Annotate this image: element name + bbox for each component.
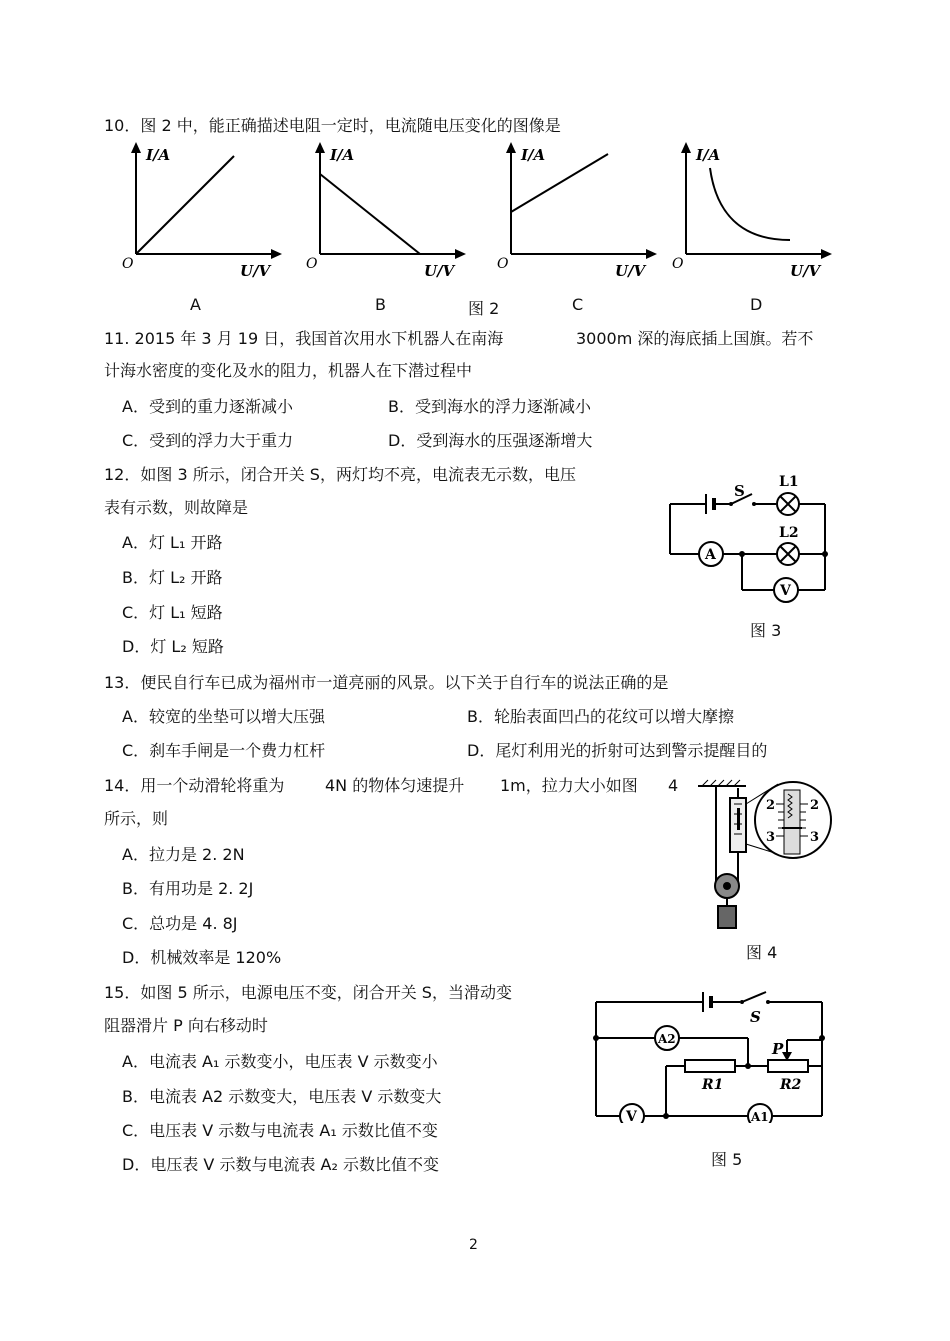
- q15-option-d: D．电压表 V 示数与电流表 A₂ 示数比值不变: [122, 1155, 439, 1174]
- q10-graph-c: [493, 142, 663, 286]
- q14-stem-part4: 4: [668, 776, 679, 795]
- scale-mark: 3: [766, 830, 776, 845]
- q11-stem-line2: 计海水密度的变化及水的阻力，机器人在下潜过程中: [104, 361, 473, 380]
- ammeter-label: A: [705, 547, 716, 563]
- q12-stem-line1: 12．如图 3 所示，闭合开关 S，两灯均不亮，电流表无示数，电压: [104, 465, 576, 484]
- q14-stem-part1: 14．用一个动滑轮将重为: [104, 776, 285, 795]
- q13-stem: 13．便民自行车已成为福州市一道亮丽的风景。以下关于自行车的说法正确的是: [104, 673, 669, 692]
- y-axis-label: I/A: [696, 146, 721, 164]
- figure-5-caption: 图 5: [711, 1150, 743, 1169]
- q13-option-a: A．较宽的坐垫可以增大压强: [122, 707, 325, 726]
- q14-stem-part2: 4N 的物体匀速提升: [325, 776, 465, 795]
- scale-mark: 3: [810, 830, 820, 845]
- q11-option-a: A．受到的重力逐渐减小: [122, 397, 293, 416]
- voltmeter-label: V: [780, 583, 791, 599]
- resistor-r1-icon: [685, 1060, 735, 1072]
- q15-stem-line1: 15．如图 5 所示，电源电压不变，闭合开关 S，当滑动变: [104, 983, 512, 1002]
- q14-stem-line2: 所示，则: [104, 809, 169, 828]
- q10-letter-b: B: [375, 295, 386, 314]
- scale-mark: 2: [810, 798, 820, 813]
- x-axis-label: U/V: [240, 262, 271, 280]
- slider-label: P: [772, 1040, 784, 1058]
- y-axis-label: I/A: [521, 146, 546, 164]
- rheostat-r2-icon: [768, 1060, 808, 1072]
- ammeter-a1-label: A1: [751, 1110, 769, 1123]
- q12-option-b: B．灯 L₂ 开路: [122, 568, 223, 587]
- q10-letter-c: C: [572, 295, 584, 314]
- q15-stem-line2: 阻器滑片 P 向右移动时: [104, 1016, 268, 1035]
- origin-label: O: [672, 256, 684, 272]
- voltmeter-label: V: [626, 1109, 637, 1123]
- q10-graph-a: [118, 142, 288, 286]
- switch-label: S: [750, 1008, 761, 1026]
- q10-graph-d: [668, 142, 838, 286]
- q13-option-d: D．尾灯利用光的折射可达到警示提醒目的: [467, 741, 768, 760]
- scale-mark: 2: [766, 798, 776, 813]
- q14-option-d: D．机械效率是 120%: [122, 948, 282, 967]
- q11-stem-part2: 3000m 深的海底插上国旗。若不: [576, 329, 814, 348]
- q11-option-d: D．受到海水的压强逐渐增大: [388, 431, 593, 450]
- y-axis-label: I/A: [330, 146, 355, 164]
- weight-icon: [718, 906, 736, 928]
- figure-4-pulley: [694, 778, 834, 937]
- q14-option-c: C．总功是 4. 8J: [122, 914, 238, 933]
- origin-label: O: [497, 256, 509, 272]
- q10-letter-d: D: [750, 295, 763, 314]
- q12-option-a: A．灯 L₁ 开路: [122, 533, 223, 552]
- q11-stem-part1: 11. 2015 年 3 月 19 日，我国首次用水下机器人在南海: [104, 329, 504, 348]
- figure-5-circuit: [588, 988, 833, 1127]
- q12-stem-line2: 表有示数，则故障是: [104, 498, 249, 517]
- q10-caption: 图 2: [468, 299, 500, 318]
- page-number: 2: [469, 1237, 478, 1253]
- q10-graph-b: [302, 142, 472, 286]
- figure-3-circuit: [660, 466, 840, 620]
- q14-option-a: A．拉力是 2. 2N: [122, 845, 245, 864]
- q11-option-b: B．受到海水的浮力逐渐减小: [388, 397, 591, 416]
- lamp-l1-label: L1: [779, 474, 799, 490]
- q15-option-c: C．电压表 V 示数与电流表 A₁ 示数比值不变: [122, 1121, 438, 1140]
- resistor-r1-label: R1: [702, 1077, 724, 1093]
- q14-stem-part3: 1m，拉力大小如图: [500, 776, 638, 795]
- x-axis-label: U/V: [790, 262, 821, 280]
- x-axis-label: U/V: [615, 262, 646, 280]
- y-axis-label: I/A: [146, 146, 171, 164]
- q15-option-b: B．电流表 A2 示数变大，电压表 V 示数变大: [122, 1087, 442, 1106]
- origin-label: O: [122, 256, 134, 272]
- q10-letter-a: A: [190, 295, 201, 314]
- figure-4-caption: 图 4: [746, 943, 778, 962]
- lamp-l2-label: L2: [779, 525, 799, 541]
- origin-label: O: [306, 256, 318, 272]
- q11-option-c: C．受到的浮力大于重力: [122, 431, 294, 450]
- ammeter-a2-label: A2: [658, 1032, 676, 1046]
- x-axis-label: U/V: [424, 262, 455, 280]
- q10-stem: 10．图 2 中，能正确描述电阻一定时，电流随电压变化的图像是: [104, 116, 561, 135]
- switch-label: S: [734, 482, 745, 500]
- q14-option-b: B．有用功是 2. 2J: [122, 879, 254, 898]
- q13-option-c: C．刹车手闸是一个费力杠杆: [122, 741, 326, 760]
- q13-option-b: B．轮胎表面凹凸的花纹可以增大摩擦: [467, 707, 734, 726]
- resistor-r2-label: R2: [780, 1077, 802, 1093]
- q12-option-d: D．灯 L₂ 短路: [122, 637, 224, 656]
- figure-3-caption: 图 3: [750, 621, 782, 640]
- q12-option-c: C．灯 L₁ 短路: [122, 603, 223, 622]
- q15-option-a: A．电流表 A₁ 示数变小，电压表 V 示数变小: [122, 1052, 438, 1071]
